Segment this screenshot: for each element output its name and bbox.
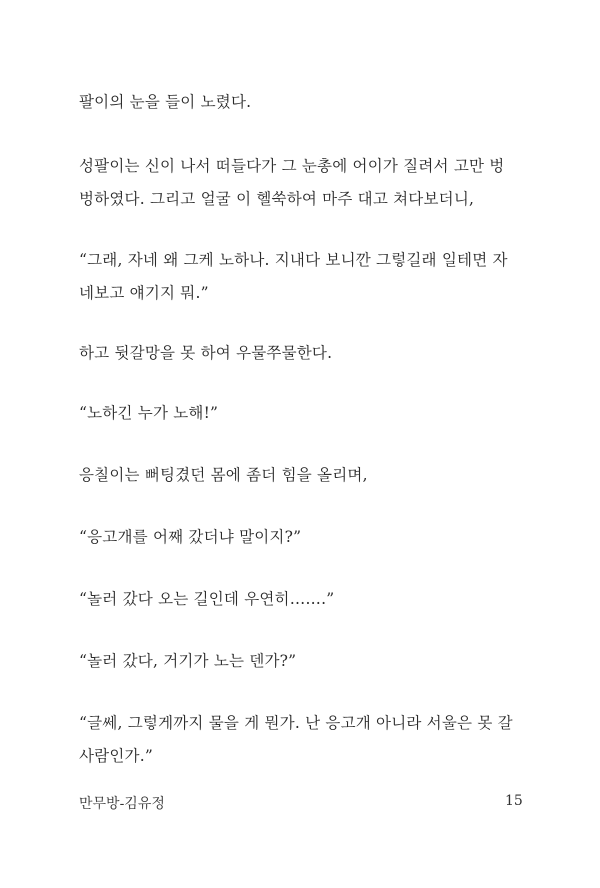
- text-line: “놀러 갔다 오는 길인데 우연히…….”: [79, 590, 335, 608]
- text-line: 벙하였다. 그리고 얼굴 이 헬쑥하여 마주 대고 쳐다보더니,: [79, 190, 475, 208]
- text-line: “응고개를 어째 갔더냐 말이지?”: [79, 528, 302, 546]
- paragraph-2: [79, 150, 529, 216]
- text-line: “글쎄, 그렇게까지 물을 게 뭔가. 난 응고개 아니라 서울은 못 갈: [79, 714, 513, 732]
- text-line: 네보고 얘기지 뭐.”: [79, 284, 209, 302]
- paragraph-4: [79, 337, 529, 370]
- paragraph-7: [79, 521, 529, 554]
- footer-page-number: 15: [505, 793, 523, 809]
- text-line: 팔이의 눈을 들이 노렸다.: [79, 93, 252, 111]
- text-line: 응칠이는 뻐팅겼던 몸에 좀더 힘을 올리며,: [79, 466, 368, 484]
- paragraph-9: [79, 645, 529, 678]
- text-line: 사람인가.”: [79, 747, 153, 765]
- text-line: 성팔이는 신이 나서 떠들다가 그 눈총에 어이가 질려서 고만 벙: [79, 157, 505, 175]
- paragraph-10: [79, 707, 529, 773]
- footer-book-title: 만무방-김유정: [79, 796, 165, 812]
- paragraph-1: [79, 86, 529, 119]
- paragraph-6: [79, 459, 529, 492]
- text-line: “그래, 자네 왜 그케 노하나. 지내다 보니깐 그렇길래 일테면 자: [79, 251, 508, 269]
- paragraph-8: [79, 583, 529, 616]
- text-line: “노하긴 누가 노해!”: [79, 404, 219, 422]
- text-line: “놀러 갔다, 거기가 노는 덴가?”: [79, 652, 297, 670]
- paragraph-5: [79, 397, 529, 430]
- text-line: 하고 뒷갈망을 못 하여 우물쭈물한다.: [79, 344, 333, 362]
- paragraph-3: [79, 244, 529, 310]
